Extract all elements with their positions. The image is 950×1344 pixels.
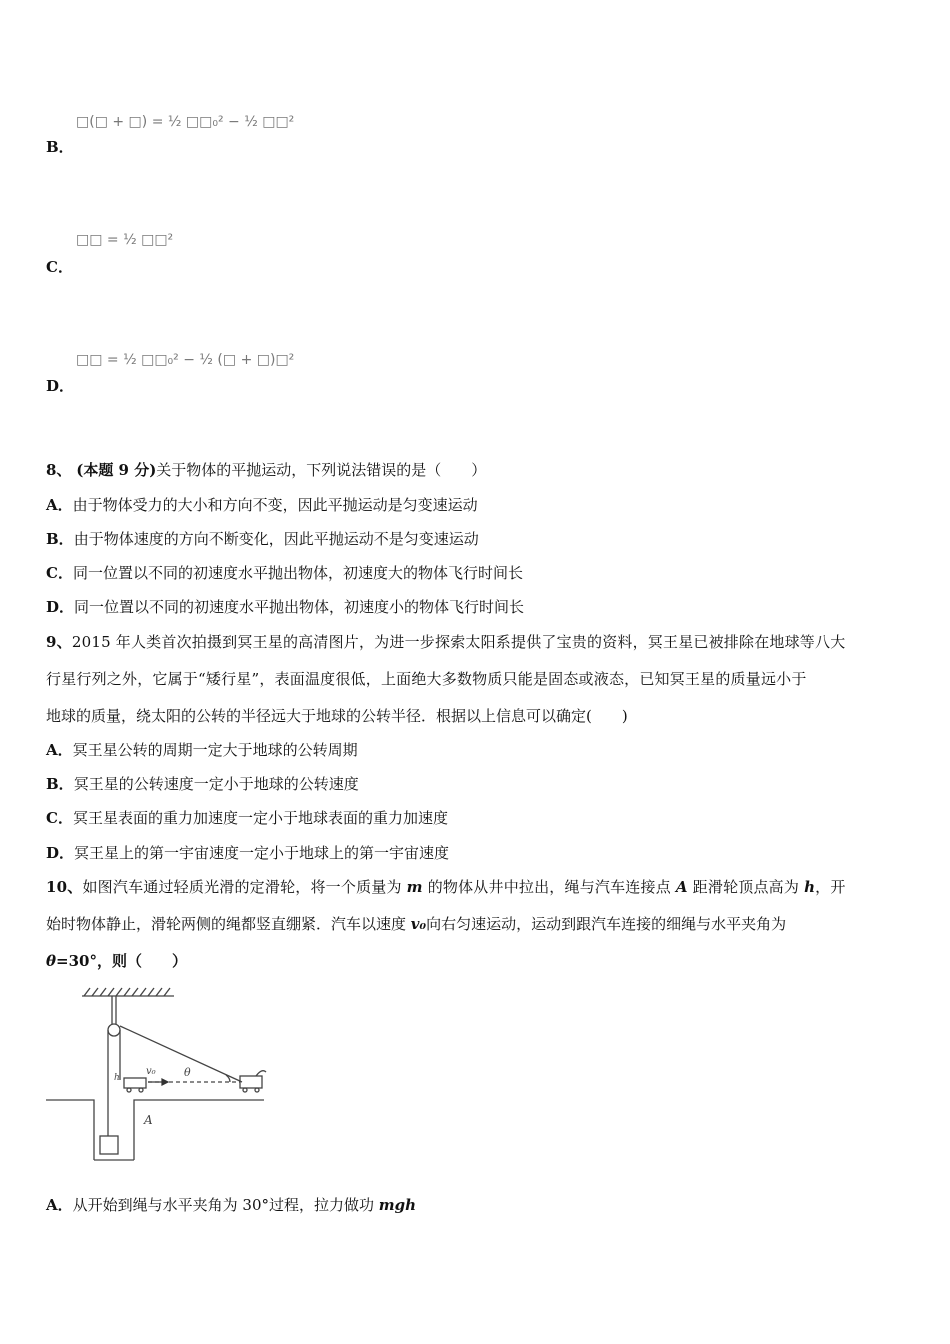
option-text: 同一位置以不同的初速度水平抛出物体，初速度大的物体飞行时间长 [72, 564, 523, 582]
option-label: D． [46, 844, 75, 862]
q8-option-a [46, 495, 478, 515]
q8-stem [46, 460, 486, 480]
formula-option-d: □□ = ½ □□₀² − ½ (□ + □)□² [76, 352, 295, 368]
ceiling-hatch [84, 988, 170, 996]
option-label: A． [46, 496, 73, 514]
q8-text: 关于物体的平抛运动，下列说法错误的是（ ） [156, 461, 487, 479]
q9-option-b [46, 774, 359, 794]
var-v0: v₀ [410, 915, 427, 933]
option-text: 冥王星上的第一宇宙速度一定小于地球上的第一宇宙速度 [74, 844, 450, 862]
q10-text: 如图汽车通过轻质光滑的定滑轮，将一个质量为 [82, 878, 407, 896]
ground-right [134, 1100, 264, 1160]
option-text: 由于物体速度的方向不断变化，因此平抛运动不是匀变速运动 [73, 530, 479, 548]
option-label: B． [46, 530, 74, 548]
q10-text: 向右匀速运动，运动到跟汽车连接的细绳与水平夹角为 [426, 915, 787, 933]
q9-stem-line-3: 地球的质量，绕太阳的公转的半径远大于地球的公转半径．根据以上信息可以确定( ) [46, 707, 628, 725]
option-text: 冥王星公转的周期一定大于地球的公转周期 [72, 741, 358, 759]
option-label: C． [46, 564, 73, 582]
q9-text: 2015 年人类首次拍摄到冥王星的高清图片，为进一步探索太阳系提供了宝贵的资料，冥王星已被排除在地球等八大 [71, 633, 846, 651]
option-text: 从开始到绳与水平夹角为 30°过程，拉力做功 [72, 1196, 379, 1214]
q9-option-c [46, 808, 448, 828]
label-a: A [144, 1113, 153, 1127]
q8-option-d [46, 597, 524, 617]
formula-option-c: □□ = ½ □□² [76, 232, 174, 248]
option-d-label: D． [46, 377, 75, 395]
pulley-well-figure [44, 984, 274, 1169]
label-theta: θ [184, 1066, 191, 1079]
option-text: 冥王星的公转速度一定小于地球的公转速度 [73, 775, 359, 793]
q9-number: 9、 [46, 633, 72, 651]
option-c-label: C． [46, 258, 73, 276]
q10-text: 始时物体静止，滑轮两侧的绳都竖直绷紧．汽车以速度 [46, 915, 411, 933]
q10-stem-line-2 [46, 914, 786, 934]
q10-text: 的物体从井中拉出，绳与汽车连接点 [422, 878, 676, 896]
q10-stem-line-3 [46, 951, 187, 971]
option-label: A． [46, 741, 73, 759]
q8-number: 8、 [46, 461, 72, 479]
option-label: C． [46, 809, 73, 827]
q9-option-a [46, 740, 358, 760]
q9-stem-line-1 [46, 632, 845, 652]
q10-number: 10、 [46, 878, 83, 896]
var-a: A [675, 878, 688, 896]
q8-points: (本题 9 分) [76, 461, 157, 479]
q10-stem-line-1 [46, 877, 846, 897]
car-end-hood [256, 1071, 266, 1076]
option-label: A． [46, 1196, 73, 1214]
option-text: 同一位置以不同的初速度水平抛出物体，初速度小的物体飞行时间长 [74, 598, 525, 616]
velocity-arrowhead [162, 1079, 168, 1085]
q10-text: ，开 [815, 878, 846, 896]
q8-option-b [46, 529, 479, 549]
var-m: m [406, 878, 423, 896]
q9-option-d [46, 843, 449, 863]
option-text: 冥王星表面的重力加速度一定小于地球表面的重力加速度 [72, 809, 448, 827]
option-b-label: B． [46, 138, 74, 156]
var-mgh: mgh [378, 1196, 417, 1214]
pulley-wheel [108, 1024, 120, 1036]
car-end [240, 1076, 262, 1088]
label-h: h [114, 1073, 120, 1083]
object-box [100, 1136, 118, 1154]
option-label: D． [46, 598, 75, 616]
var-theta: θ [46, 952, 57, 970]
ground-left [46, 1100, 94, 1160]
q10-option-a [46, 1195, 416, 1215]
formula-option-b: □(□ + □) = ½ □□₀² − ½ □□² [76, 114, 295, 130]
label-v0: v₀ [146, 1066, 156, 1077]
q9-stem-line-2: 行星行列之外，它属于“矮行星”，表面温度很低，上面绝大多数物质只能是固态或液态，已知冥王星的质量远小于 [46, 670, 807, 688]
q10-text: =30°，则（ ） [56, 952, 187, 970]
option-text: 由于物体受力的大小和方向不变，因此平抛运动是匀变速运动 [72, 496, 478, 514]
car-start [124, 1078, 146, 1088]
q10-text: 距滑轮顶点高为 [687, 878, 805, 896]
q8-option-c [46, 563, 523, 583]
var-h: h [804, 878, 816, 896]
rope-inclined [120, 1026, 242, 1082]
option-label: B． [46, 775, 74, 793]
